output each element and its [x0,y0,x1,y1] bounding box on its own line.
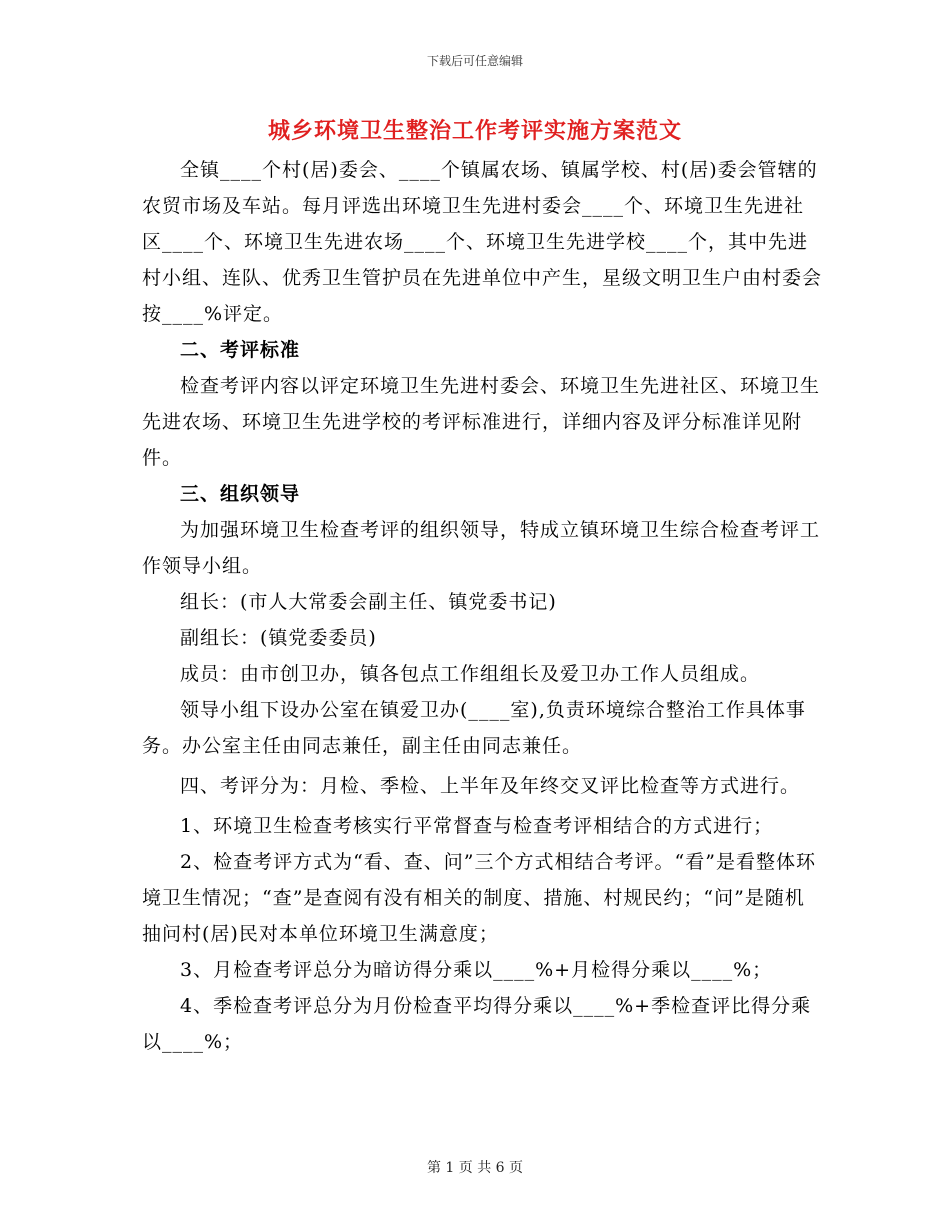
list-item-2: 2、检查考评方式为“看、查、问”三个方式相结合考评。“看”是看整体环境卫生情况；“查”是查阅有没有相关的制度、措施、村规民约；“问”是随机抽问村(居)民对本单位环境卫生满意度； [142,851,816,945]
office-paragraph: 领导小组下设办公室在镇爱卫办(____室),负责环境综合整治工作具体事务。办公室主任由同志兼任，副主任由同志兼任。 [142,699,806,757]
group-leader-line: 组长：(市人大常委会副主任、镇党委书记) [180,591,557,613]
organization-paragraph: 为加强环境卫生检查考评的组织领导，特成立镇环境卫生综合检查考评工作领导小组。 [142,519,821,577]
deputy-leader-line: 副组长：(镇党委委员) [180,627,377,649]
document-title: 城乡环境卫生整治工作考评实施方案范文 [267,118,682,144]
page-header: 下载后可任意编辑 [426,54,523,68]
list-item-1: 1、环境卫生检查考核实行平常督查与检查考评相结合的方式进行； [180,815,774,837]
page-footer: 第 1 页 共 6 页 [426,1160,524,1176]
evaluation-standard-paragraph: 检查考评内容以评定环境卫生先进村委会、环境卫生先进社区、环境卫生先进农场、环境卫生先进学校的考评标准进行，详细内容及评分标准详见附件。 [142,375,821,469]
list-item-4: 4、季检查考评总分为月份检查平均得分乘以____%+季检查评比得分乘以____%； [142,995,812,1053]
members-line: 成员：由市创卫办，镇各包点工作组组长及爱卫办工作人员组成。 [180,663,761,685]
intro-paragraph: 全镇____个村(居)委会、____个镇属农场、镇属学校、村(居)委会管辖的农贸市场及车站。每月评选出环境卫生先进村委会____个、环境卫生先进社区____个、环境卫生先进农场____个、环境卫生先进学校____个，其中先进村小组、连队、优秀卫生管护员在先进单位中产生，星级文明卫生户由村委会按____%评定。 [142,159,823,325]
list-item-3: 3、月检查考评总分为暗访得分乘以____%+月检得分乘以____%； [180,959,773,981]
section-heading-organization: 三、组织领导 [180,483,301,505]
section-evaluation-methods: 四、考评分为：月检、季检、上半年及年终交叉评比检查等方式进行。 [180,775,801,797]
section-heading-evaluation-standard: 二、考评标准 [180,339,301,361]
document-body [142,152,822,1060]
